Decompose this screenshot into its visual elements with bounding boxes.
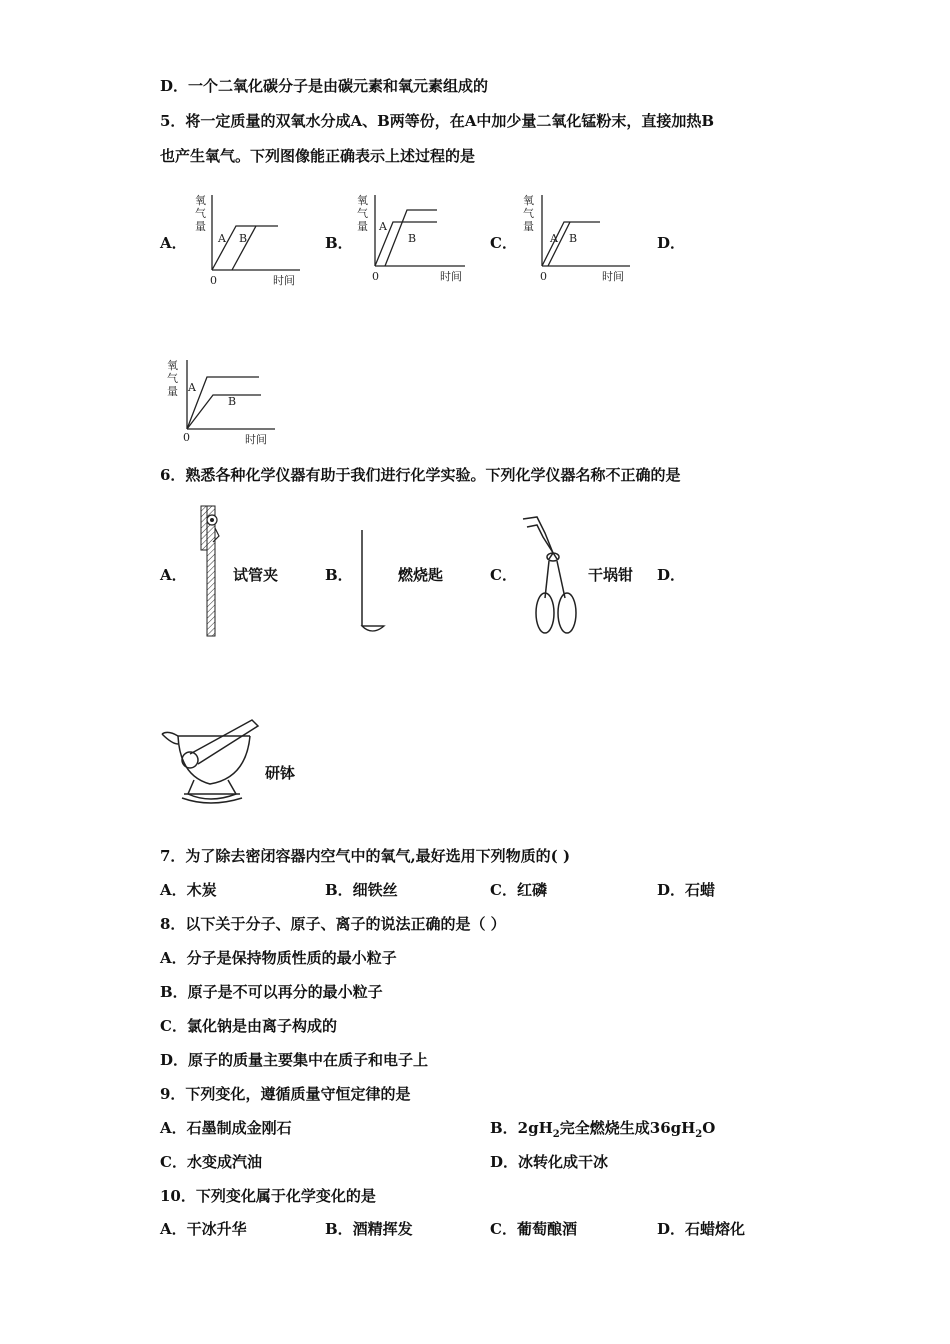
q10-stem: 10．下列变化属于化学变化的是	[160, 1187, 376, 1205]
q5-option-b-label: B．	[325, 234, 353, 252]
q10-option-a: A．干冰升华	[160, 1220, 247, 1238]
q5-graph-b-origin: 0	[372, 270, 379, 283]
q5-graph-b-ylabel-2: 气	[357, 207, 368, 220]
q5-graph-b-series-b: B	[408, 232, 417, 245]
q5-graph-b-series-a: A	[379, 220, 387, 233]
q5-stem-line1: 5．将一定质量的双氧水分成A、B两等份，在A中加少量二氧化锰粉末，直接加热B	[160, 112, 715, 130]
q5-graph-d-ylabel-1: 氧	[167, 359, 178, 372]
q5-graph-a-xlabel: 时间	[273, 274, 295, 287]
q5-graph-c-series-b: B	[569, 232, 578, 245]
q5-graph-a-ylabel-2: 气	[195, 207, 206, 220]
mortar-pestle-icon	[158, 714, 268, 814]
q9-option-b: B．$2gH_2$完全燃烧生成$36gH_2O$	[490, 1119, 716, 1140]
q8-option-a: A．分子是保持物质性质的最小粒子	[160, 949, 397, 967]
q9-option-c: C．水变成汽油	[160, 1153, 262, 1171]
q10-option-b: B．酒精挥发	[325, 1220, 413, 1238]
q10-option-c: C．葡萄酿酒	[490, 1220, 577, 1238]
q8-stem: 8．以下关于分子、原子、离子的说法正确的是（ ）	[160, 915, 506, 933]
q5-graph-a-ylabel-1: 氧	[195, 194, 206, 207]
q5-graph-d	[163, 355, 283, 455]
q5-graph-c-series-a: A	[550, 232, 558, 245]
q5-graph-a-ylabel-3: 量	[195, 220, 206, 233]
q7-option-a: A．木炭	[160, 881, 217, 899]
q5-graph-d-xlabel: 时间	[245, 433, 267, 446]
q7-option-c: C．红磷	[490, 881, 547, 899]
q6-option-c-label: C．	[490, 566, 517, 584]
q5-graph-b-xlabel: 时间	[440, 270, 462, 283]
q5-graph-a-series-a: A	[218, 232, 226, 245]
q9-stem: 9．下列变化，遵循质量守恒定律的是	[160, 1085, 411, 1103]
test-tube-clamp-icon	[195, 500, 230, 640]
q5-graph-d-series-a: A	[188, 381, 196, 394]
q5-graph-c-ylabel-1: 氧	[523, 194, 534, 207]
crucible-tongs-icon	[515, 513, 595, 643]
combustion-spoon-icon	[352, 528, 397, 643]
q7-option-b: B．细铁丝	[325, 881, 398, 899]
q5-graph-c-xlabel: 时间	[602, 270, 624, 283]
q8-option-d: D．原子的质量主要集中在质子和电子上	[160, 1051, 429, 1069]
q6-name-d: 研钵	[265, 764, 296, 782]
q5-option-a-label: A．	[160, 234, 187, 252]
q6-stem: 6．熟悉各种化学仪器有助于我们进行化学实验。下列化学仪器名称不正确的是	[160, 466, 681, 484]
q9-option-d: D．冰转化成干冰	[490, 1153, 609, 1171]
q6-option-b-label: B．	[325, 566, 353, 584]
q5-option-d-label: D．	[657, 234, 686, 252]
q5-graph-c-ylabel-3: 量	[523, 220, 534, 233]
q5-stem-line2: 也产生氧气。下列图像能正确表示上述过程的是	[160, 147, 476, 165]
q5-option-c-label: C．	[490, 234, 517, 252]
q5-graph-b-ylabel-1: 氧	[357, 194, 368, 207]
q5-graph-c-ylabel-2: 气	[523, 207, 534, 220]
q5-graph-a-origin: 0	[210, 274, 217, 287]
q5-graph-b-ylabel-3: 量	[357, 220, 368, 233]
q6-option-a-label: A．	[160, 566, 187, 584]
q6-name-a: 试管夹	[233, 566, 279, 584]
q10-option-d: D．石蜡熔化	[657, 1220, 746, 1238]
q5-graph-c	[520, 190, 640, 290]
q6-name-c: 干埚钳	[588, 566, 634, 584]
q5-graph-d-line-a	[187, 377, 259, 429]
q4-option-d: D．一个二氧化碳分子是由碳元素和氧元素组成的	[160, 77, 489, 95]
q5-graph-c-origin: 0	[540, 270, 547, 283]
q7-stem: 7．为了除去密闭容器内空气中的氧气,最好选用下列物质的( )	[160, 847, 571, 865]
q5-graph-a-series-b: B	[239, 232, 248, 245]
q8-option-b: B．原子是不可以再分的最小粒子	[160, 983, 383, 1001]
q8-option-c: C．氯化钠是由离子构成的	[160, 1017, 337, 1035]
q5-graph-d-ylabel-2: 气	[167, 372, 178, 385]
q5-graph-b	[355, 190, 475, 290]
q5-graph-d-series-b: B	[228, 395, 237, 408]
q7-option-d: D．石蜡	[657, 881, 716, 899]
q5-graph-d-ylabel-3: 量	[167, 385, 178, 398]
q6-option-d-label: D．	[657, 566, 686, 584]
q5-graph-a	[190, 190, 310, 290]
q9-option-a: A．石墨制成金刚石	[160, 1119, 292, 1137]
q6-name-b: 燃烧匙	[398, 566, 444, 584]
q5-graph-d-origin: 0	[183, 431, 190, 444]
